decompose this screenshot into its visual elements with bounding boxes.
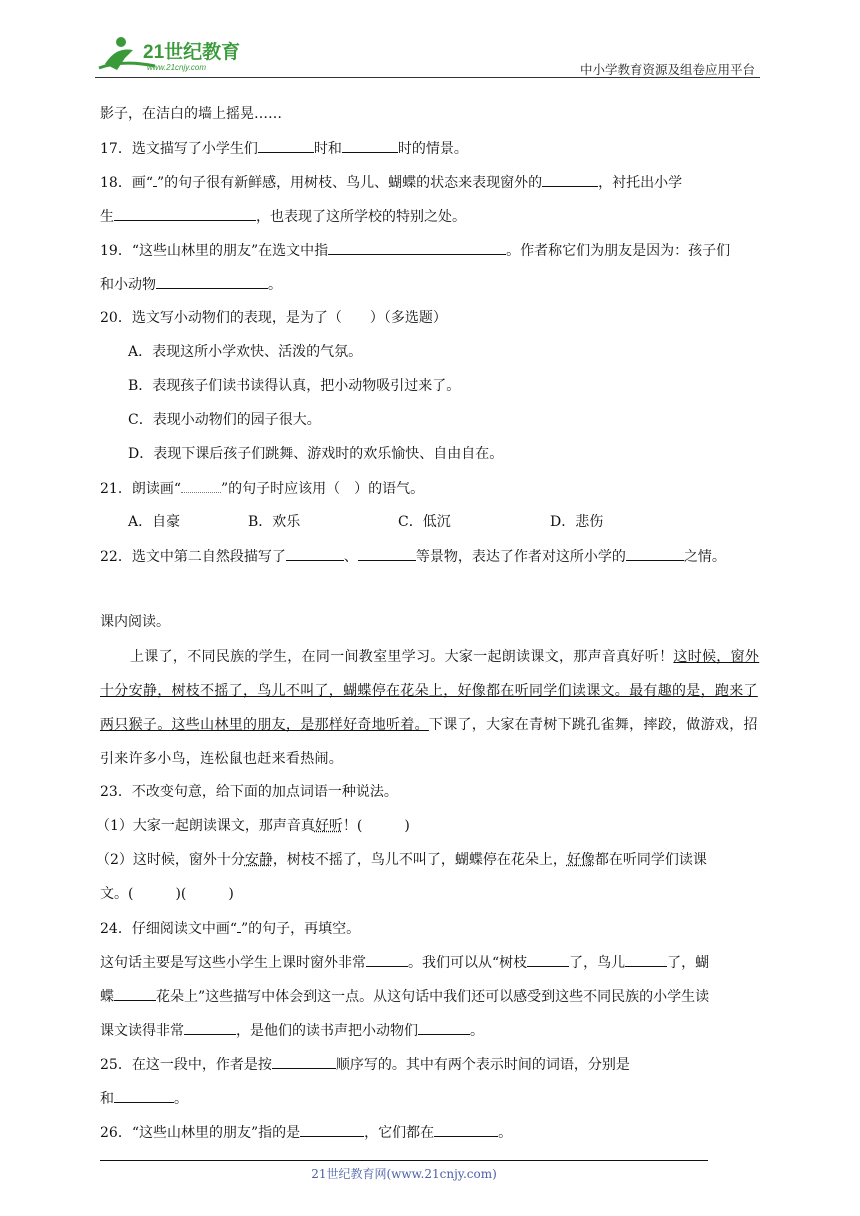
logo-icon [95,34,265,74]
q23-item-2-cont[interactable]: 文。( )( ) [100,886,234,902]
q24-1-text-d: 了，蝴 [667,955,710,971]
q24-line-3 [100,1020,484,1041]
q19-text-b: 。作者称它们为朋友是因为：孩子们 [506,243,731,259]
q24-1-text-c: 了，鸟儿 [569,955,626,971]
q24-line-2 [100,986,709,1007]
question-22 [100,546,726,567]
q22-blank-2[interactable] [358,546,416,561]
q22-blank-3[interactable] [626,546,684,561]
q25-blank-2[interactable] [114,1088,174,1103]
passage-sentence-1: 上课了，不同民族的学生，在同一间教室里学习。大家一起朗读课文，那声音真好听！ [130,649,674,665]
q17-text-b: 时和 [313,141,342,157]
q25-text-b: 顺序写的。其中有两个表示时间的词语，分别是 [335,1057,630,1073]
q23-1-text-a: （1）大家一起朗读课文，那声音真 [96,818,315,834]
q23-item-1 [96,816,410,836]
q25-text-a: 25．在这一段中，作者是按 [100,1057,272,1073]
logo-sub: www.21cnjy.com [147,63,206,72]
q22-text-d: 之情。 [683,549,726,565]
q24-3-text-b: ，是他们的读书声把小动物们 [236,1023,418,1039]
platform-name: 中小学教育资源及组卷应用平台 [579,62,755,77]
q23-item-2 [96,850,707,870]
passage-underlined: 这时候，窗外十分安静，树枝不摇了，鸟儿不叫了，蝴蝶停在花朵上，好像都在听同学们读课文。最有趣的是，跑来了两只猴子。这些山林里的朋友，是那样好奇地听着。 [100,649,760,733]
q21-option-a[interactable]: A．自豪 [128,514,181,530]
question-19-cont [100,274,282,295]
question-18-cont [100,206,466,227]
intro-tail: 影子，在洁白的墙上摇晃…… [100,106,282,122]
q24-2-text-b: 花朵上”这些描写中体会到这一点。从这句话中我们还可以感受到这些不同民族的小学生读 [156,989,710,1005]
q24-line-1 [100,952,709,973]
q24-blank-3[interactable] [625,952,667,967]
question-25-cont [100,1088,188,1109]
q26-blank-1[interactable] [300,1122,364,1137]
section-title: 课内阅读。 [100,614,170,630]
question-18 [100,172,682,193]
q24-2-text-a: 蝶 [100,989,114,1005]
q19-text-d: 。 [268,277,282,293]
question-20: 20．选文写小动物们的表现，是为了（ ）（多选题） [100,310,447,326]
q20-option-a[interactable]: A．表现这所小学欢快、活泼的气氛。 [128,344,363,360]
q17-text-c: 时的情景。 [397,141,468,157]
q24-blank-6[interactable] [418,1020,470,1035]
q23-1-answer[interactable]: ！( ) [342,818,410,834]
q19-blank-2[interactable] [156,274,268,289]
q21-text-a: 21．朗读画“ [100,481,181,497]
question-25 [100,1054,630,1075]
q18-text-a: 18．画“ [100,175,153,191]
q26-text-a: 26．“这些山林里的朋友”指的是 [100,1125,301,1141]
q24-3-text-c: 。 [470,1023,484,1039]
q21-option-c[interactable]: C．低沉 [398,514,451,530]
q26-text-b: ，它们都在 [364,1125,435,1141]
q26-blank-2[interactable] [434,1122,498,1137]
footer-link[interactable]: 21世纪教育网(www.21cnjy.com) [311,1167,497,1181]
q23-2-dotted-word-1: 安静 [244,852,273,868]
question-21 [100,478,424,499]
q22-blank-1[interactable] [286,546,344,561]
q20-option-d[interactable]: D．表现下课后孩子们跳舞、游戏时的欢乐愉快、自由自在。 [128,446,504,462]
question-17 [100,138,468,159]
logo-text: 21世纪教育 [143,42,241,63]
q20-option-b[interactable]: B．表现孩子们读书读得认真，把小动物吸引过来了。 [128,378,461,394]
q19-text-a: 19．“这些山林里的朋友”在选文中指 [100,243,329,259]
q24-blank-2[interactable] [527,952,569,967]
q20-option-c[interactable]: C．表现小动物们的园子很大。 [128,412,321,428]
q24-3-text-a: 课文读得非常 [100,1023,184,1039]
q25-text-d: 。 [174,1091,188,1107]
q22-text-c: 等景物，表达了作者对这所小学的 [415,549,626,565]
q26-text-c: 。 [498,1125,513,1141]
q18-blank-2[interactable] [114,206,256,221]
q17-text-a: 17．选文描写了小学生们 [100,141,258,157]
question-23: 23．不改变句意，给下面的加点词语一种说法。 [100,784,398,800]
q24-blank-4[interactable] [114,986,156,1001]
q18-blank-1[interactable] [542,172,598,187]
page-header [95,30,760,78]
q22-text-a: 22．选文中第二自然段描写了 [100,549,286,565]
q23-2-text-a: （2）这时候，窗外十分 [96,852,245,868]
q25-blank-1[interactable] [272,1054,336,1069]
q24-text-a: 24．仔细阅读文中画“ [100,921,237,937]
q25-text-c: 和 [100,1091,114,1107]
q18-text-d: 生 [100,209,114,225]
q18-text-e: ，也表现了这所学校的特别之处。 [256,209,466,225]
q22-text-b: 、 [343,549,358,565]
q21-option-b[interactable]: B．欢乐 [248,514,301,530]
q23-2-dotted-word-2: 好像 [566,852,595,868]
q17-blank-1[interactable] [258,138,314,153]
q17-blank-2[interactable] [342,138,398,153]
q21-mark [181,478,221,493]
passage-sentence-3: 下课了，大家在青树下跳孔雀舞，摔跤，做游戏，招引来许多小鸟，连松鼠也赶来看热闹。 [100,717,758,767]
reading-passage [100,640,762,776]
q21-text-b: ”的句子时应该用（ ）的语气。 [220,481,425,497]
footer-rule [100,1160,708,1161]
q23-2-text-e: 都在听同学们读课 [594,852,707,868]
q19-text-c: 和小动物 [100,277,156,293]
q23-1-dotted-word: 好听 [314,818,343,834]
q23-2-text-c: ，树枝不摇了，鸟儿不叫了，蝴蝶停在花朵上， [272,852,567,868]
q18-text-c: ，衬托出小学 [598,175,683,191]
question-24 [100,918,360,939]
q24-text-b: ”的句子，再填空。 [240,921,361,937]
q24-blank-5[interactable] [184,1020,236,1035]
q18-text-b: ”的句子很有新鲜感，用树枝、鸟儿、蝴蝶的状态来表现窗外的 [156,175,543,191]
question-19 [100,240,730,261]
q24-blank-1[interactable] [366,952,408,967]
q21-option-d[interactable]: D．悲伤 [550,514,604,530]
question-26 [100,1122,512,1143]
q24-1-text-a: 这句话主要是写这些小学生上课时窗外非常 [100,955,366,971]
q19-blank-1[interactable] [328,240,506,255]
header-rule [95,77,760,78]
q24-1-text-b: 。我们可以从“树枝 [408,955,528,971]
